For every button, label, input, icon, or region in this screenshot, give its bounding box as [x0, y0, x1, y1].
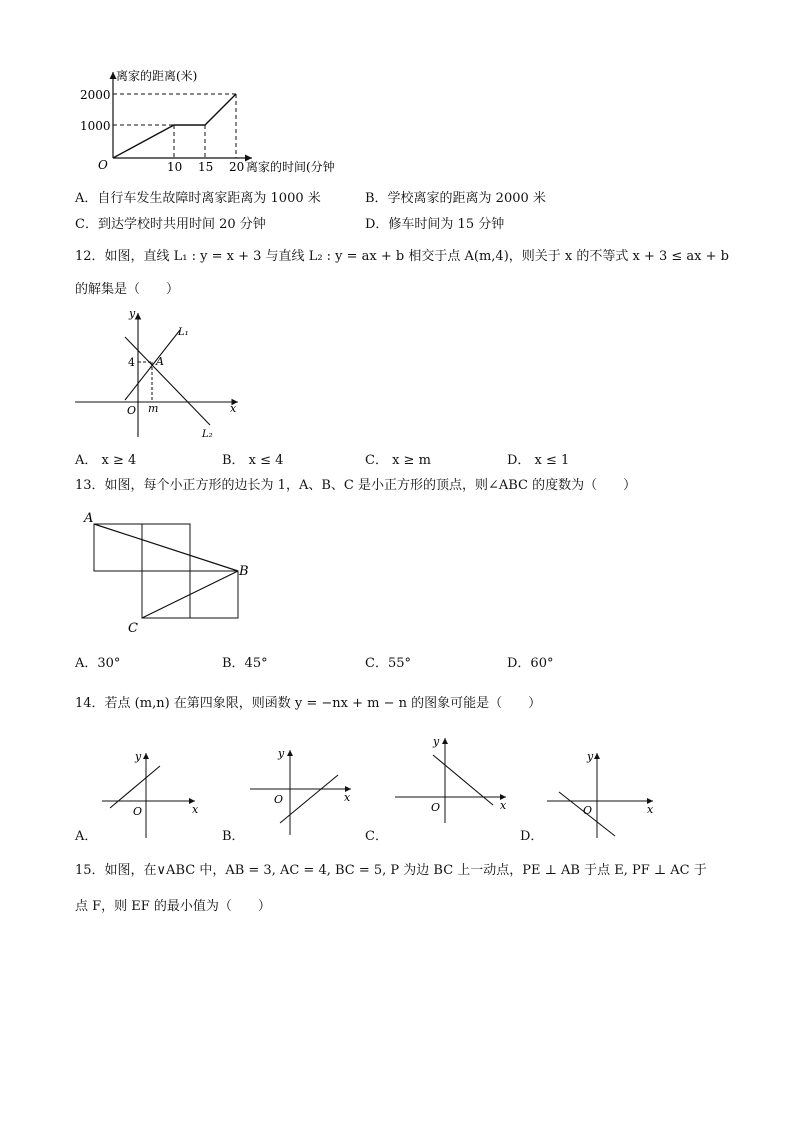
q15-question-line1: 15．如图，在∨ABC 中，AB = 3, AC = 4, BC = 5, P 为边 BC 上一动点，PE ⊥ AB 于点 E, PF ⊥ AC 于 [75, 863, 707, 878]
svg-text:y: y [587, 750, 594, 763]
svg-text:C: C [128, 621, 138, 636]
svg-text:x: x [344, 791, 351, 804]
y-tick-1000: 1000 [80, 119, 111, 133]
q15-question-line2: 点 F，则 EF 的最小值为（ ） [75, 899, 271, 914]
q14-graph-d [545, 748, 665, 843]
q14-graph-b [248, 745, 358, 840]
q12-option-b: B． x ≤ 4 [222, 453, 284, 468]
q13-grid-figure [80, 508, 260, 638]
q12-option-c: C． x ≥ m [365, 453, 431, 468]
q11-option-c: C．到达学校时共用时间 20 分钟 [75, 217, 266, 232]
q12-option-a: A． x ≥ 4 [75, 453, 137, 468]
q14-option-b: B． [222, 829, 245, 844]
svg-text:O: O [274, 793, 284, 806]
q11-option-b: B．学校离家的距离为 2000 米 [365, 191, 546, 206]
q11-option-d: D．修车时间为 15 分钟 [365, 217, 505, 232]
svg-text:4: 4 [128, 356, 135, 369]
q13-question: 13．如图，每个小正方形的边长为 1，A、B、C 是小正方形的顶点，则∠ABC 的度数为（ ） [75, 478, 637, 493]
svg-text:O: O [431, 801, 441, 814]
svg-text:m: m [148, 402, 159, 415]
svg-text:A: A [156, 355, 164, 368]
q11-option-a: A．自行车发生故障时离家距离为 1000 米 [75, 191, 321, 206]
svg-text:x: x [500, 799, 507, 812]
x-tick-10: 10 [167, 160, 183, 174]
q12-question-line1: 12．如图，直线 L₁ : y = x + 3 与直线 L₂ : y = ax + b 相交于点 A(m,4)，则关于 x 的不等式 x + 3 ≤ ax + b [75, 249, 729, 264]
q12-figure [70, 305, 250, 445]
svg-text:O: O [583, 804, 593, 817]
q12-option-d: D． x ≤ 1 [507, 453, 570, 468]
q13-option-d: D．60° [507, 656, 554, 671]
q14-graph-c [393, 733, 513, 828]
q13-option-c: C．55° [365, 656, 411, 671]
svg-text:y: y [278, 747, 285, 760]
svg-text:A: A [84, 511, 94, 526]
distance-time-graph [80, 66, 370, 186]
q14-option-c: C． [365, 829, 388, 844]
svg-text:x: x [230, 402, 237, 415]
x-tick-15: 15 [198, 160, 214, 174]
q14-graph-a [100, 748, 205, 843]
x-tick-20: 20 [229, 160, 245, 174]
q13-option-b: B．45° [222, 656, 268, 671]
svg-text:y: y [129, 307, 136, 320]
x-axis-label: 离家的时间(分钟 [246, 160, 335, 174]
y-tick-2000: 2000 [80, 88, 111, 102]
svg-text:O: O [133, 805, 143, 818]
svg-text:y: y [433, 735, 440, 748]
segment-ab [94, 524, 238, 571]
q13-option-a: A．30° [75, 656, 121, 671]
y-axis-label: 离家的距离(米) [116, 69, 198, 83]
q14-question: 14．若点 (m,n) 在第四象限，则函数 y = −nx + m − n 的图象可能是（ ） [75, 696, 542, 711]
svg-text:B: B [239, 564, 249, 579]
q12-question-line2: 的解集是（ ） [75, 282, 180, 297]
svg-text:x: x [647, 803, 654, 816]
q14-option-d: D． [520, 829, 544, 844]
svg-text:O: O [127, 404, 137, 417]
q14-option-a: A． [75, 829, 98, 844]
svg-text:L₁: L₁ [178, 327, 189, 338]
svg-text:x: x [192, 803, 199, 816]
origin-label: O [98, 158, 108, 172]
svg-text:y: y [135, 750, 142, 763]
svg-text:L₂: L₂ [202, 429, 213, 440]
